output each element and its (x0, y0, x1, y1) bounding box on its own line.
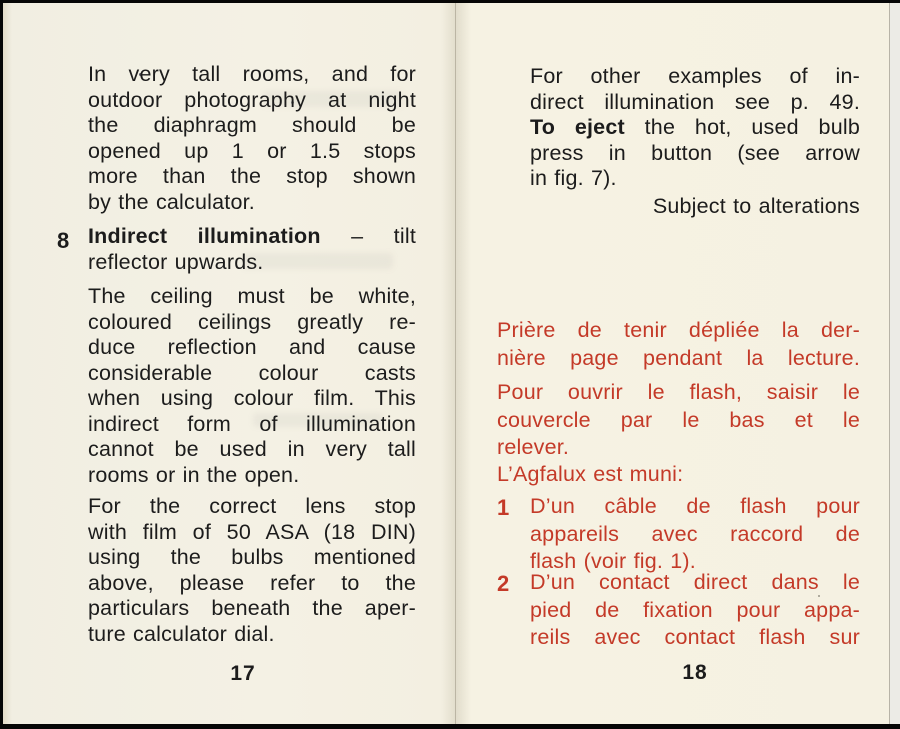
french-paragraph-priere (497, 317, 860, 372)
text-line: Indirect illumination – tilt (88, 224, 416, 248)
text-line: in fig. 7). (530, 166, 617, 190)
text-line: duce reflection and cause (88, 335, 416, 359)
text-line: Prière de tenir dépliée la der- (497, 318, 860, 342)
text-line: using the bulbs mentioned (88, 545, 416, 569)
text-line: couvercle par le bas et le (497, 407, 860, 432)
text-line: by the calculator. (88, 189, 255, 214)
text-line: direct illumination see p. 49. (530, 89, 860, 114)
text-line: above, please refer to the (88, 570, 416, 595)
left-item-indirect-illumination (88, 224, 416, 275)
left-page-number: 17 (230, 662, 256, 685)
text-line: D’un câble de flash pour (530, 494, 860, 518)
text-line: Pour ouvrir le flash, saisir le (497, 380, 860, 404)
text-line: For other examples of in- (530, 64, 860, 88)
text-line: particulars beneath the aper- (88, 596, 416, 620)
left-paragraph-ceiling (88, 284, 416, 488)
text-line: with film of 50 ASA (18 DIN) (88, 519, 416, 544)
text-line: relever. (497, 435, 570, 459)
text-line: ture calculator dial. (88, 621, 275, 646)
text-line: reils avec contact flash sur (530, 625, 860, 649)
french-item-cable-flash (530, 493, 860, 576)
page-gutter-line (455, 3, 456, 724)
text-line: cannot be used in very tall (88, 437, 416, 461)
right-paragraph-eject-bulb (530, 64, 860, 192)
text-line: pied de fixation pour appa- (530, 597, 860, 622)
text-line: nière page pendant la lecture. (497, 345, 860, 370)
text-line: when using colour film. This (88, 386, 416, 410)
text-line: D’un contact direct dans le (530, 570, 860, 594)
list-number-2: 2 (497, 571, 510, 596)
page-edge-shadow (3, 3, 12, 724)
scan-right-edge (889, 3, 900, 724)
text-line: For the correct lens stop (88, 494, 416, 518)
list-number-8: 8 (57, 228, 70, 253)
text-line: The ceiling must be white, (88, 284, 416, 308)
text-line: indirect form of illumination (88, 411, 416, 436)
text-line: opened up 1 or 1.5 stops (88, 138, 416, 163)
text-line: considerable colour casts (88, 360, 416, 385)
text-line: reflector upwards. (88, 249, 264, 274)
left-paragraph-lens-stop (88, 494, 416, 647)
text-line: more than the stop shown (88, 164, 416, 188)
text-line: coloured ceilings greatly re- (88, 309, 416, 334)
subject-to-alterations-note: Subject to alterations (652, 194, 860, 218)
text-line: the diaphragm should be (88, 113, 416, 137)
french-item-contact-direct (530, 569, 860, 652)
text-line: In very tall rooms, and for (88, 62, 416, 86)
text-line: press in button (see arrow (530, 140, 860, 165)
french-paragraph-agfalux-muni (497, 461, 860, 489)
right-page-number: 18 (682, 661, 708, 684)
left-paragraph-tall-rooms (88, 62, 416, 215)
text-line: To eject the hot, used bulb (530, 115, 860, 139)
page-gutter-shadow (441, 3, 471, 724)
list-number-1: 1 (497, 495, 510, 520)
text-line: flash (voir fig. 1). (530, 549, 696, 573)
french-paragraph-pour-ouvrir (497, 379, 860, 462)
paper-spread (3, 3, 890, 724)
text-line: appareils avec raccord de (530, 521, 860, 546)
text-line: rooms or in the open. (88, 462, 300, 487)
text-line: outdoor photography at night (88, 87, 416, 112)
text-line: L’Agfalux est muni: (497, 462, 684, 486)
